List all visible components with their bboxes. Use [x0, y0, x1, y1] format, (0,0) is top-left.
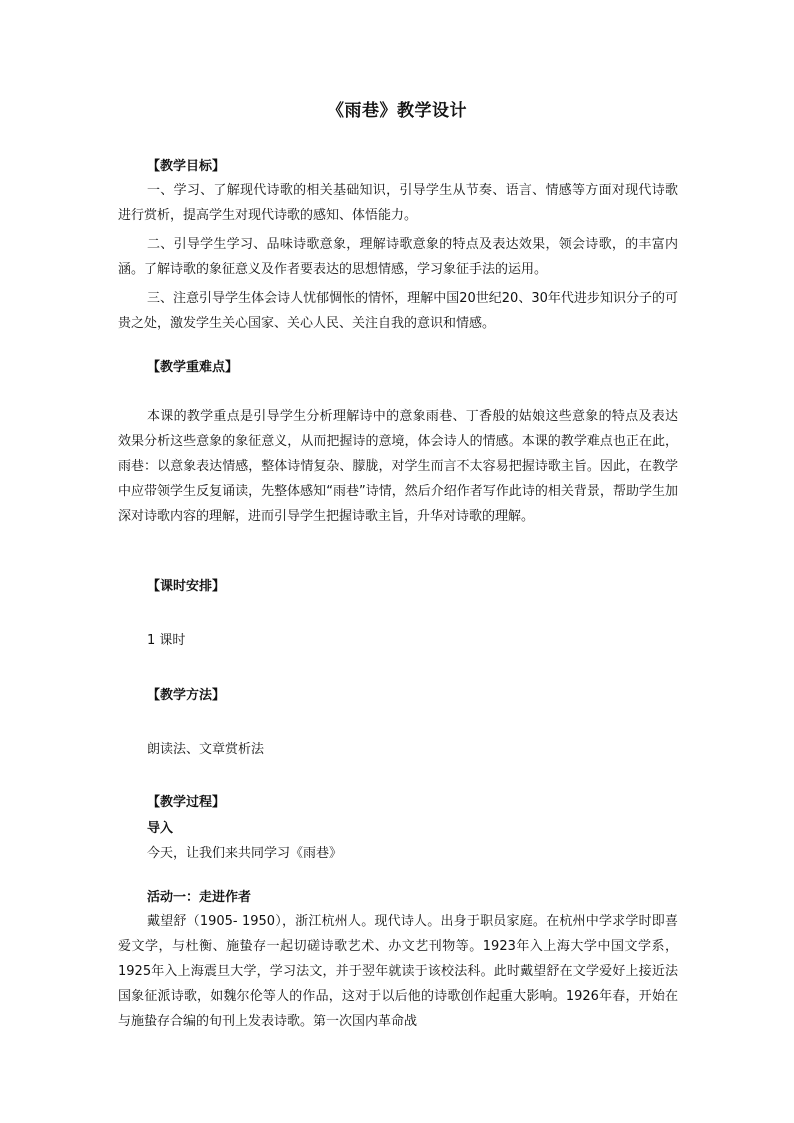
goals-paragraph-2: 二、引导学生学习、品味诗歌意象，理解诗歌意象的特点及表达效果，领会诗歌，的丰富内涵。了解诗歌的象征意义及作者要表达的思想情感，学习象征手法的运用。	[118, 237, 678, 277]
schedule-text: 1 课时	[147, 633, 186, 648]
section-heading-keypoints: 【教学重难点】	[147, 360, 239, 375]
section-heading-schedule: 【课时安排】	[147, 579, 226, 594]
document-title: 《雨巷》教学设计	[327, 101, 467, 121]
keypoints-body	[118, 404, 678, 529]
activity1-label: 活动一：走进作者	[147, 890, 252, 905]
intro-text: 今天，让我们来共同学习《雨巷》	[147, 846, 343, 861]
activity1-paragraph: 戴望舒（1905- 1950），浙江杭州人。现代诗人。出身于职员家庭。在杭州中学求学时即喜爱文学，与杜衡、施蛰存一起切磋诗歌艺术、办文艺刊物等。1923年入上海大学中国文学系，1925年入上海震旦大学，学习法文，并于翌年就读于该校法科。此时戴望舒在文学爱好上接近法国象征派诗歌，如魏尔伦等人的作品，这对于以后他的诗歌创作起重大影响。1926年春，开始在与施蛰存合编的旬刊上发表诗歌。第一次国内革命战	[118, 914, 678, 1029]
section-heading-process: 【教学过程】	[147, 795, 226, 810]
activity1-body	[118, 909, 678, 1034]
section-heading-goals: 【教学目标】	[147, 159, 226, 174]
keypoints-paragraph: 本课的教学重点是引导学生分析理解诗中的意象雨巷、丁香般的姑娘这些意象的特点及表达效果分析这些意象的象征意义，从而把握诗的意境，体会诗人的情感。本课的教学难点也正在此，雨巷：以意象表达情感，整体诗情复杂、朦胧，对学生而言不太容易把握诗歌主旨。因此，在教学中应带领学生反复诵读，先整体感知“雨巷”诗情，然后介绍作者写作此诗的相关背景，帮助学生加深对诗歌内容的理解，进而引导学生把握诗歌主旨，升华对诗歌的理解。	[118, 409, 678, 524]
method-text: 朗读法、文章赏析法	[147, 742, 265, 757]
section-heading-method: 【教学方法】	[147, 688, 226, 703]
goals-paragraph-1: 一、学习、了解现代诗歌的相关基础知识，引导学生从节奏、语言、情感等方面对现代诗歌进行赏析，提高学生对现代诗歌的感知、体悟能力。	[118, 183, 678, 223]
goals-body	[118, 178, 678, 336]
intro-label: 导入	[147, 821, 174, 836]
goals-paragraph-3: 三、注意引导学生体会诗人忧郁惆怅的情怀，理解中国20世纪20、30年代进步知识分子的可贵之处，激发学生关心国家、关心人民、关注自我的意识和情感。	[118, 291, 678, 331]
